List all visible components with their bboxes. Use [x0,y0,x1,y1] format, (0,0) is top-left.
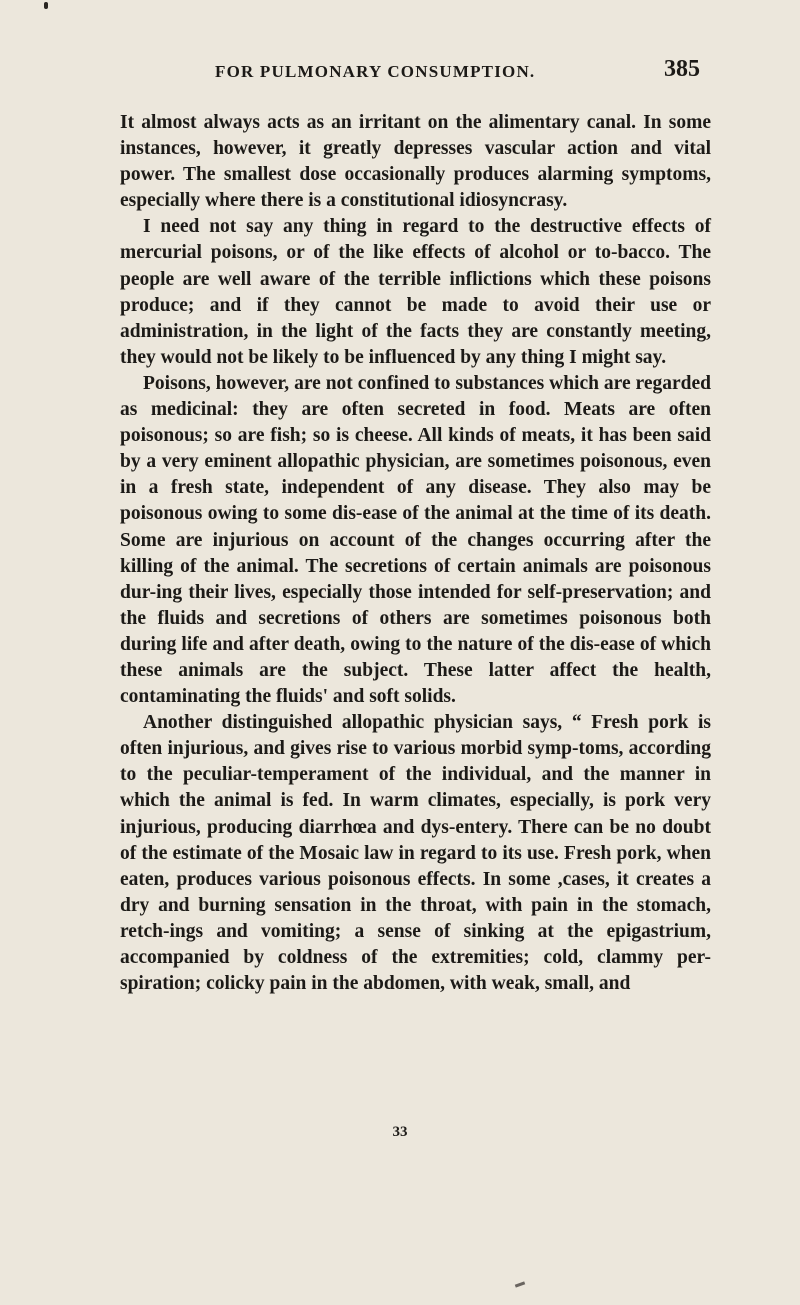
page-number: 385 [664,56,700,82]
paragraph-1: It almost always acts as an irritant on the alimentary canal. In some instances, however, it greatly depresses vascular action and vital power. The smallest dose occasionally produces alarming symptoms, especially where there is a constitutional idiosyncrasy. [120,112,711,212]
page-header [120,56,700,86]
signature-mark: 33 [392,1124,408,1140]
paragraph-2: I need not say any thing in regard to the destructive effects of mercurial poisons, or of the like effects of alcohol or to-bacco. The people are well aware of the terrible inflictions which these poisons produce; and if they cannot be made to avoid their use or administration, in the light of the facts they are constantly meeting, they would not be likely to be influenced by any thing I might say. [120,216,711,368]
body-text [120,110,711,997]
paragraph-4: Another distinguished allopathic physician says, “ Fresh pork is often injurious, and gives rise to various morbid symp-toms, according to the peculiar-temperament of the individual, and the manner in which the animal is fed. In warm climates, especially, is pork very injurious, producing diarrhœa and dys-entery. There can be no doubt of the estimate of the Mosaic law in regard to its use. Fresh pork, when eaten, produces various poisonous effects. In some ,cases, it creates a dry and burning sensation in the throat, with pain in the stomach, retch-ings and vomiting; a sense of sinking at the epigastrium, accompanied by coldness of the extremities; cold, clammy per-spiration; colicky pain in the abdomen, with weak, small, and [120,712,711,995]
running-head: FOR PULMONARY CONSUMPTION. [215,62,536,81]
ink-speck [44,2,48,9]
ink-speck-bottom [515,1281,525,1287]
paragraph-3: Poisons, however, are not confined to substances which are regarded as medicinal: they are often secreted in food. Meats are often poisonous; so are fish; so is cheese. All kinds of meats, it has been said by a very eminent allopathic physician, are sometimes poisonous, even in a fresh state, independent of any disease. They also may be poisonous owing to some dis-ease of the animal at the time of its death. Some are injurious on account of the changes occurring after the killing of the animal. The secretions of certain animals are poisonous dur-ing their lives, especially those intended for self-preservation; and the fluids and secretions of others are sometimes poisonous both during life and after death, owing to the nature of the dis-ease of which these animals are the subject. These latter affect the health, contaminating the fluids' and soft solids. [120,372,711,708]
